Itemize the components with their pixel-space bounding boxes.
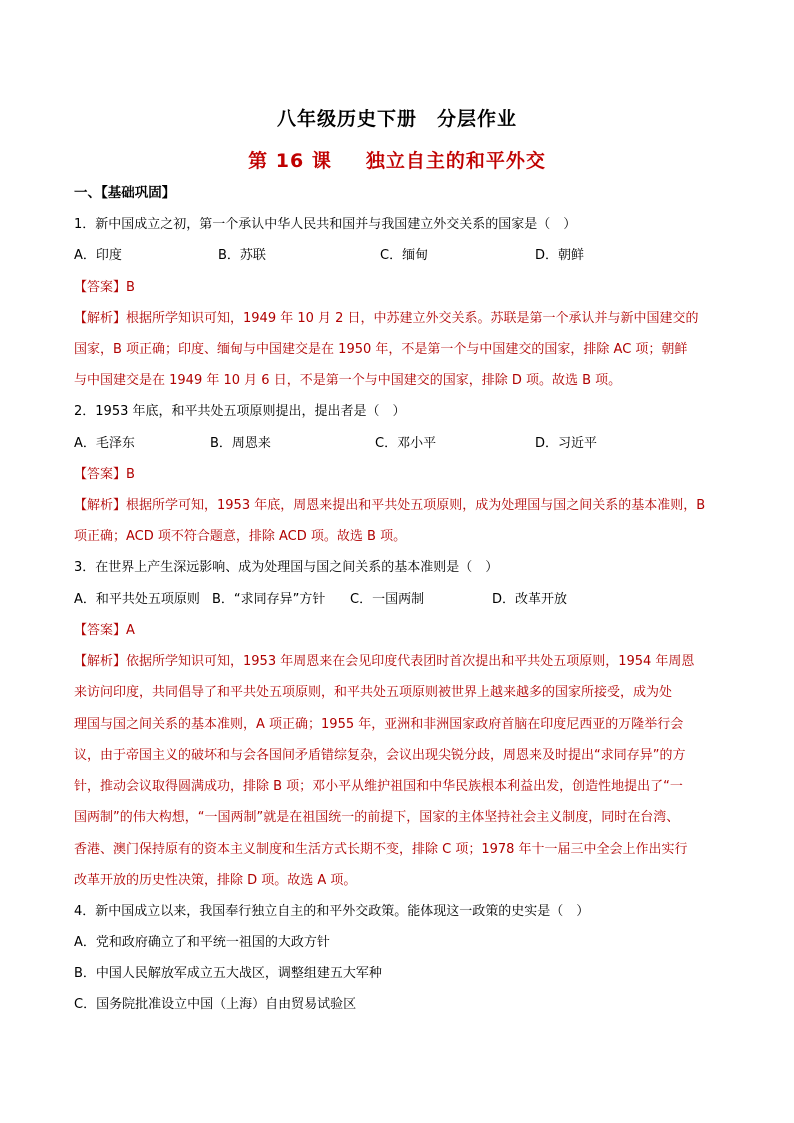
q2-option-d: D．习近平 <box>535 436 598 451</box>
q3-option-c: C．一国两制 <box>350 592 425 607</box>
q1-analysis-line: 与中国建交是在 1949 年 10 月 6 日，不是第一个与中国建交的国家，排除 D 项。故选 B 项。 <box>74 373 622 388</box>
q4-option-a: A．党和政府确立了和平统一祖国的大政方针 <box>74 935 330 950</box>
q3-analysis-line: 国两制”的伟大构想，“一国两制”就是在祖国统一的前提下，国家的主体坚持社会主义制度，同时在台湾、 <box>74 810 680 825</box>
q2-option-a: A．毛泽东 <box>74 436 135 451</box>
q3-analysis-line: 理国与国之间关系的基本准则，A 项正确；1955 年，亚洲和非洲国家政府首脑在印度尼西亚的万隆举行会 <box>74 717 684 732</box>
q1-option-b: B．苏联 <box>218 248 266 263</box>
q4-option-c: C．国务院批准设立中国（上海）自由贸易试验区 <box>74 997 357 1012</box>
q3-option-a: A．和平共处五项原则 <box>74 592 200 607</box>
q3-analysis-line: 【解析】依据所学知识可知，1953 年周恩来在会见印度代表团时首次提出和平共处五项原则，1954 年周恩 <box>74 654 695 669</box>
lesson-number: 第 16 课 <box>248 150 332 172</box>
q4-stem: 4．新中国成立以来，我国奉行独立自主的和平外交政策。能体现这一政策的史实是（ ） <box>74 904 590 919</box>
page-title: 八年级历史下册 分层作业 <box>276 108 517 130</box>
q3-analysis-line: 改革开放的历史性决策，排除 D 项。故选 A 项。 <box>74 873 357 888</box>
q3-analysis-line: 议，由于帝国主义的破坏和与会各国间矛盾错综复杂，会议出现尖锐分歧，周恩来及时提出“求同存异”的方 <box>74 748 686 763</box>
q1-option-d: D．朝鲜 <box>535 248 585 263</box>
q3-analysis-line: 来访问印度，共同倡导了和平共处五项原则，和平共处五项原则被世界上越来越多的国家所接受，成为处 <box>74 685 673 700</box>
q1-option-c: C．缅甸 <box>380 248 429 263</box>
q3-answer: 【答案】A <box>74 623 135 638</box>
q1-option-a: A．印度 <box>74 248 122 263</box>
q3-stem: 3．在世界上产生深远影响、成为处理国与国之间关系的基本准则是（ ） <box>74 560 499 575</box>
q2-stem: 2．1953 年底，和平共处五项原则提出，提出者是（ ） <box>74 404 406 419</box>
q2-option-c: C．邓小平 <box>375 436 437 451</box>
q2-option-b: B．周恩来 <box>210 436 271 451</box>
q3-option-b: B．“求同存异”方针 <box>212 592 326 607</box>
q3-analysis-line: 针，推动会议取得圆满成功，排除 B 项；邓小平从维护祖国和中华民族根本利益出发，创造性地提出了“一 <box>74 779 683 794</box>
q2-answer: 【答案】B <box>74 467 135 482</box>
q1-stem: 1．新中国成立之初，第一个承认中华人民共和国并与我国建立外交关系的国家是（ ） <box>74 217 577 232</box>
q2-analysis-line: 项正确；ACD 项不符合题意，排除 ACD 项。故选 B 项。 <box>74 529 407 544</box>
q1-answer: 【答案】B <box>74 280 135 295</box>
q1-analysis-line: 【解析】根据所学知识可知，1949 年 10 月 2 日，中苏建立外交关系。苏联是第一个承认并与新中国建交的 <box>74 311 699 326</box>
q3-analysis-line: 香港、澳门保持原有的资本主义制度和生活方式长期不变，排除 C 项；1978 年十一届三中全会上作出实行 <box>74 842 688 857</box>
lesson-name: 独立自主的和平外交 <box>365 150 546 172</box>
q2-analysis-line: 【解析】根据所学可知，1953 年底，周恩来提出和平共处五项原则，成为处理国与国之间关系的基本准则，B <box>74 498 706 513</box>
q4-option-b: B．中国人民解放军成立五大战区，调整组建五大军种 <box>74 966 382 981</box>
lesson-title <box>0 146 794 173</box>
q1-analysis-line: 国家，B 项正确；印度、缅甸与中国建交是在 1950 年，不是第一个与中国建交的国家，排除 AC 项；朝鲜 <box>74 342 688 357</box>
q3-option-d: D．改革开放 <box>492 592 568 607</box>
section-heading: 一、【基础巩固】 <box>74 185 176 201</box>
